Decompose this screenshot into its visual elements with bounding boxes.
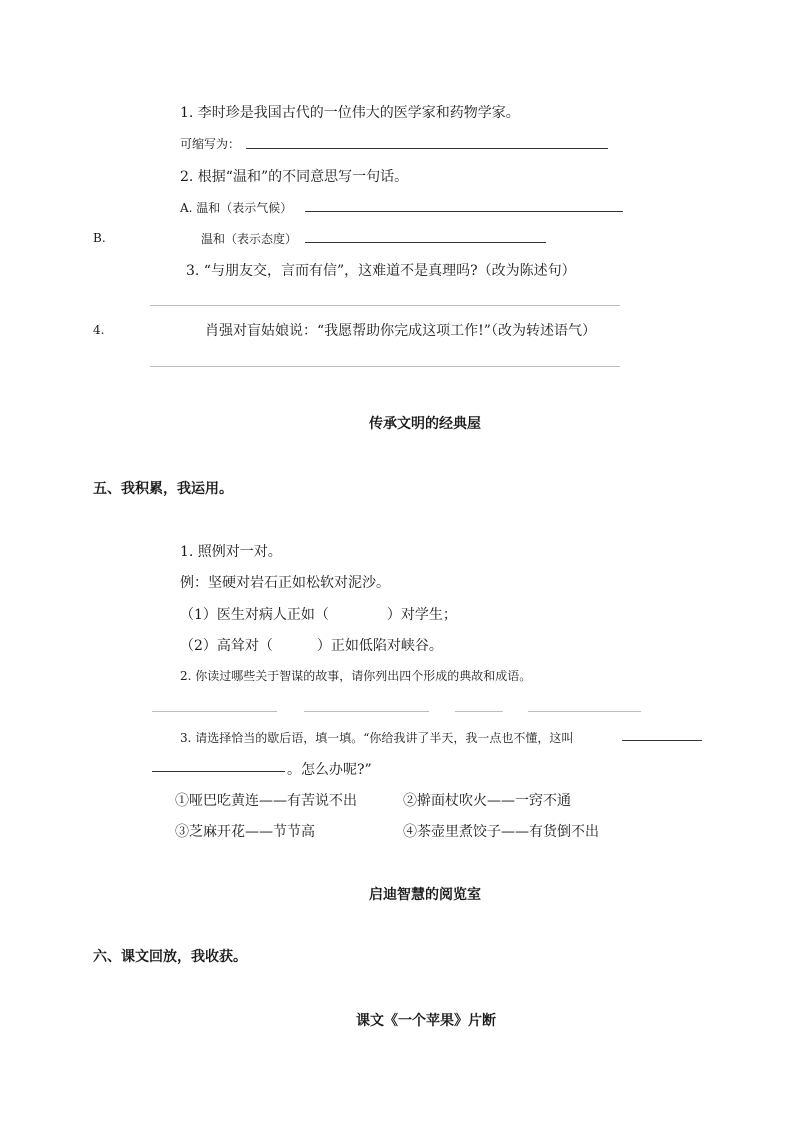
q2-b-letter: B. [93,231,106,245]
s5q2-answer-line-3[interactable] [455,711,503,712]
heading-apple-excerpt: 课文《一个苹果》片断 [356,1013,496,1029]
s5q3-answer-line-a[interactable] [622,740,702,741]
q2-a-label: A. 温和（表示气候） [180,201,293,215]
s5q1-example: 例：坚硬对岩石正如松软对泥沙。 [180,575,390,591]
q2-b-answer-line[interactable] [305,242,546,243]
q2-b-label: 温和（表示态度） [201,232,298,246]
s5q3-option-4: ④茶壶里煮饺子——有货倒不出 [403,824,599,840]
s5q1-text: 1. 照例对一对。 [180,544,282,560]
q1-text: 1. 李时珍是我国古代的一位伟大的医学家和药物学家。 [180,105,520,121]
s5q2-answer-line-2[interactable] [304,711,429,712]
q4-answer-line[interactable] [150,366,620,367]
heading-reading-room: 启迪智慧的阅览室 [369,887,481,903]
heading-classic-house: 传承文明的经典屋 [369,416,481,432]
s5q3-option-2: ②擀面杖吹火——一窍不通 [403,793,571,809]
q4-text: 肖强对盲姑娘说：“我愿帮助你完成这项工作!”（改为转述语气） [205,323,596,339]
s5q3-text: 3. 请选择恰当的歇后语，填一填。“你给我讲了半天，我一点也不懂，这叫 [180,731,574,745]
s5q1-item2 [180,635,443,655]
s5q3-continuation: 。怎么办呢?” [287,762,372,778]
q1-label: 可缩写为： [180,137,241,151]
section-6-title: 六、课文回放，我收获。 [93,949,247,965]
s5q3-option-3: ③芝麻开花——节节高 [175,824,315,840]
s5q1-item2-post: ）正如低陷对峡谷。 [316,638,443,654]
q3-text: 3. “与朋友交，言而有信”，这难道不是真理吗?（改为陈述句） [186,263,576,279]
s5q2-answer-line-1[interactable] [152,711,277,712]
s5q3-option-1: ①哑巴吃黄连——有苦说不出 [175,793,357,809]
q3-answer-line[interactable] [150,305,620,306]
s5q1-item1 [180,604,457,624]
s5q3-answer-line-b[interactable] [152,771,285,772]
q2-a-answer-line[interactable] [305,211,623,212]
q4-number: 4. [93,323,105,337]
q2-text: 2. 根据“温和”的不同意思写一句话。 [180,169,409,185]
s5q1-item2-pre: （2）高耸对（ [180,638,273,654]
s5q1-item1-pre: （1）医生对病人正如（ [180,607,329,623]
s5q2-answer-line-4[interactable] [528,711,641,712]
s5q1-item1-post: ）对学生； [386,607,457,623]
q1-answer-line[interactable] [246,148,608,149]
section-5-title: 五、我积累，我运用。 [93,481,233,497]
s5q2-text: 2. 你读过哪些关于智谋的故事，请你列出四个形成的典故和成语。 [180,669,532,683]
